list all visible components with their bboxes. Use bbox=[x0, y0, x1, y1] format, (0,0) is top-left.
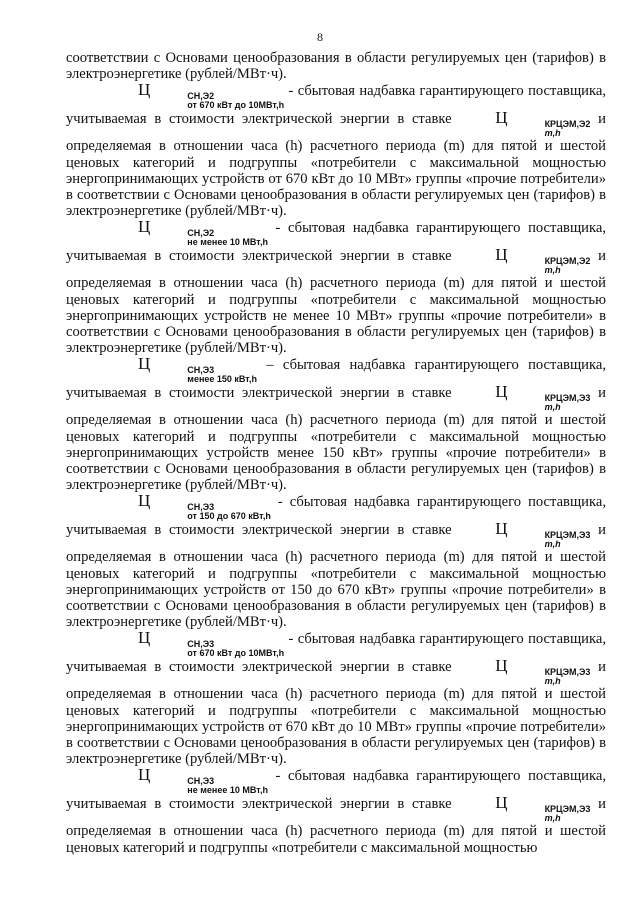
tariff-symbol: Ц СН,Э3 от 150 до 670 кВт,h bbox=[138, 491, 271, 522]
rate-symbol: Ц КРЦЭМ,Э3 m,h bbox=[495, 382, 591, 413]
rate-symbol: Ц КРЦЭМ,Э2 m,h bbox=[495, 108, 591, 139]
tariff-symbol: Ц СН,Э3 менее 150 кВт,h bbox=[138, 354, 258, 385]
rate-symbol: Ц КРЦЭМ,Э3 m,h bbox=[495, 656, 591, 687]
rate-symbol: Ц КРЦЭМ,Э3 m,h bbox=[495, 793, 591, 824]
definition-paragraph-1: Ц СН,Э2 от 670 кВт до 10МВт,h - сбытовая надбавка гарантирующего поставщика, учитываемая в стоимости электрической энергии в ставке Ц КРЦЭМ,Э2 m,h и определяемая в отношении часа (h) расчетного периода (m) для пятой и шестой ценовых категорий и подгруппы «потребители с максимальной мощностью энергопринимающих устройств от 670 кВт до 10 МВт» группы «прочие потребители» в соответствии с Основами ценообразования в области регулируемых цен (тарифов) в электроэнергетике (рублей/МВт·ч). bbox=[66, 80, 606, 220]
rate-symbol: Ц КРЦЭМ,Э2 m,h bbox=[495, 245, 591, 276]
definition-paragraph-4: Ц СН,Э3 от 150 до 670 кВт,h - сбытовая надбавка гарантирующего поставщика, учитываемая в стоимости электрической энергии в ставке Ц КРЦЭМ,Э3 m,h и определяемая в отношении часа (h) расчетного периода (m) для пятой и шестой ценовых категорий и подгруппы «потребители с максимальной мощностью энергопринимающих устройств от 150 до 670 кВт» группы «прочие потребители» в соответствии с Основами ценообразования в области регулируемых цен (тарифов) в электроэнергетике (рублей/МВт·ч). bbox=[66, 491, 606, 631]
definition-paragraph-2: Ц СН,Э2 не менее 10 МВт,h - сбытовая надбавка гарантирующего поставщика, учитываемая в стоимости электрической энергии в ставке Ц КРЦЭМ,Э2 m,h и определяемая в отношении часа (h) расчетного периода (m) для пятой и шестой ценовых категорий и подгруппы «потребители с максимальной мощностью энергопринимающих устройств не менее 10 МВт» группы «прочие потребители» в соответствии с Основами ценообразования в области регулируемых цен (тарифов) в электроэнергетике (рублей/МВт·ч). bbox=[66, 217, 606, 357]
definition-paragraph-5: Ц СН,Э3 от 670 кВт до 10МВт,h - сбытовая надбавка гарантирующего поставщика, учитываемая в стоимости электрической энергии в ставке Ц КРЦЭМ,Э3 m,h и определяемая в отношении часа (h) расчетного периода (m) для пятой и шестой ценовых категорий и подгруппы «потребители с максимальной мощностью энергопринимающих устройств от 670 кВт до 10 МВт» группы «прочие потребители» в соответствии с Основами ценообразования в области регулируемых цен (тарифов) в электроэнергетике (рублей/МВт·ч). bbox=[66, 628, 606, 768]
tariff-symbol: Ц СН,Э3 от 670 кВт до 10МВт,h bbox=[138, 628, 285, 659]
page-number: 8 bbox=[317, 30, 323, 44]
tariff-symbol: Ц СН,Э2 не менее 10 МВт,h bbox=[138, 217, 268, 248]
rate-symbol: Ц КРЦЭМ,Э3 m,h bbox=[495, 519, 591, 550]
tariff-symbol: Ц СН,Э3 не менее 10 МВт,h bbox=[138, 765, 268, 796]
document-body bbox=[66, 50, 606, 856]
definition-paragraph-3: Ц СН,Э3 менее 150 кВт,h – сбытовая надбавка гарантирующего поставщика, учитываемая в стоимости электрической энергии в ставке Ц КРЦЭМ,Э3 m,h и определяемая в отношении часа (h) расчетного периода (m) для пятой и шестой ценовых категорий и подгруппы «потребители с максимальной мощностью энергопринимающих устройств менее 150 кВт» группы «прочие потребители» в соответствии с Основами ценообразования в области регулируемых цен (тарифов) в электроэнергетике (рублей/МВт·ч). bbox=[66, 354, 606, 494]
tariff-symbol: Ц СН,Э2 от 670 кВт до 10МВт,h bbox=[138, 80, 285, 111]
definition-paragraph-6: Ц СН,Э3 не менее 10 МВт,h - сбытовая надбавка гарантирующего поставщика, учитываемая в стоимости электрической энергии в ставке Ц КРЦЭМ,Э3 m,h и определяемая в отношении часа (h) расчетного периода (m) для пятой и шестой ценовых категорий и подгруппы «потребители с максимальной мощностью bbox=[66, 765, 606, 856]
intro-paragraph: соответствии с Основами ценообразования в области регулируемых цен (тарифов) в электроэнергетике (рублей/МВт·ч). bbox=[66, 50, 606, 83]
